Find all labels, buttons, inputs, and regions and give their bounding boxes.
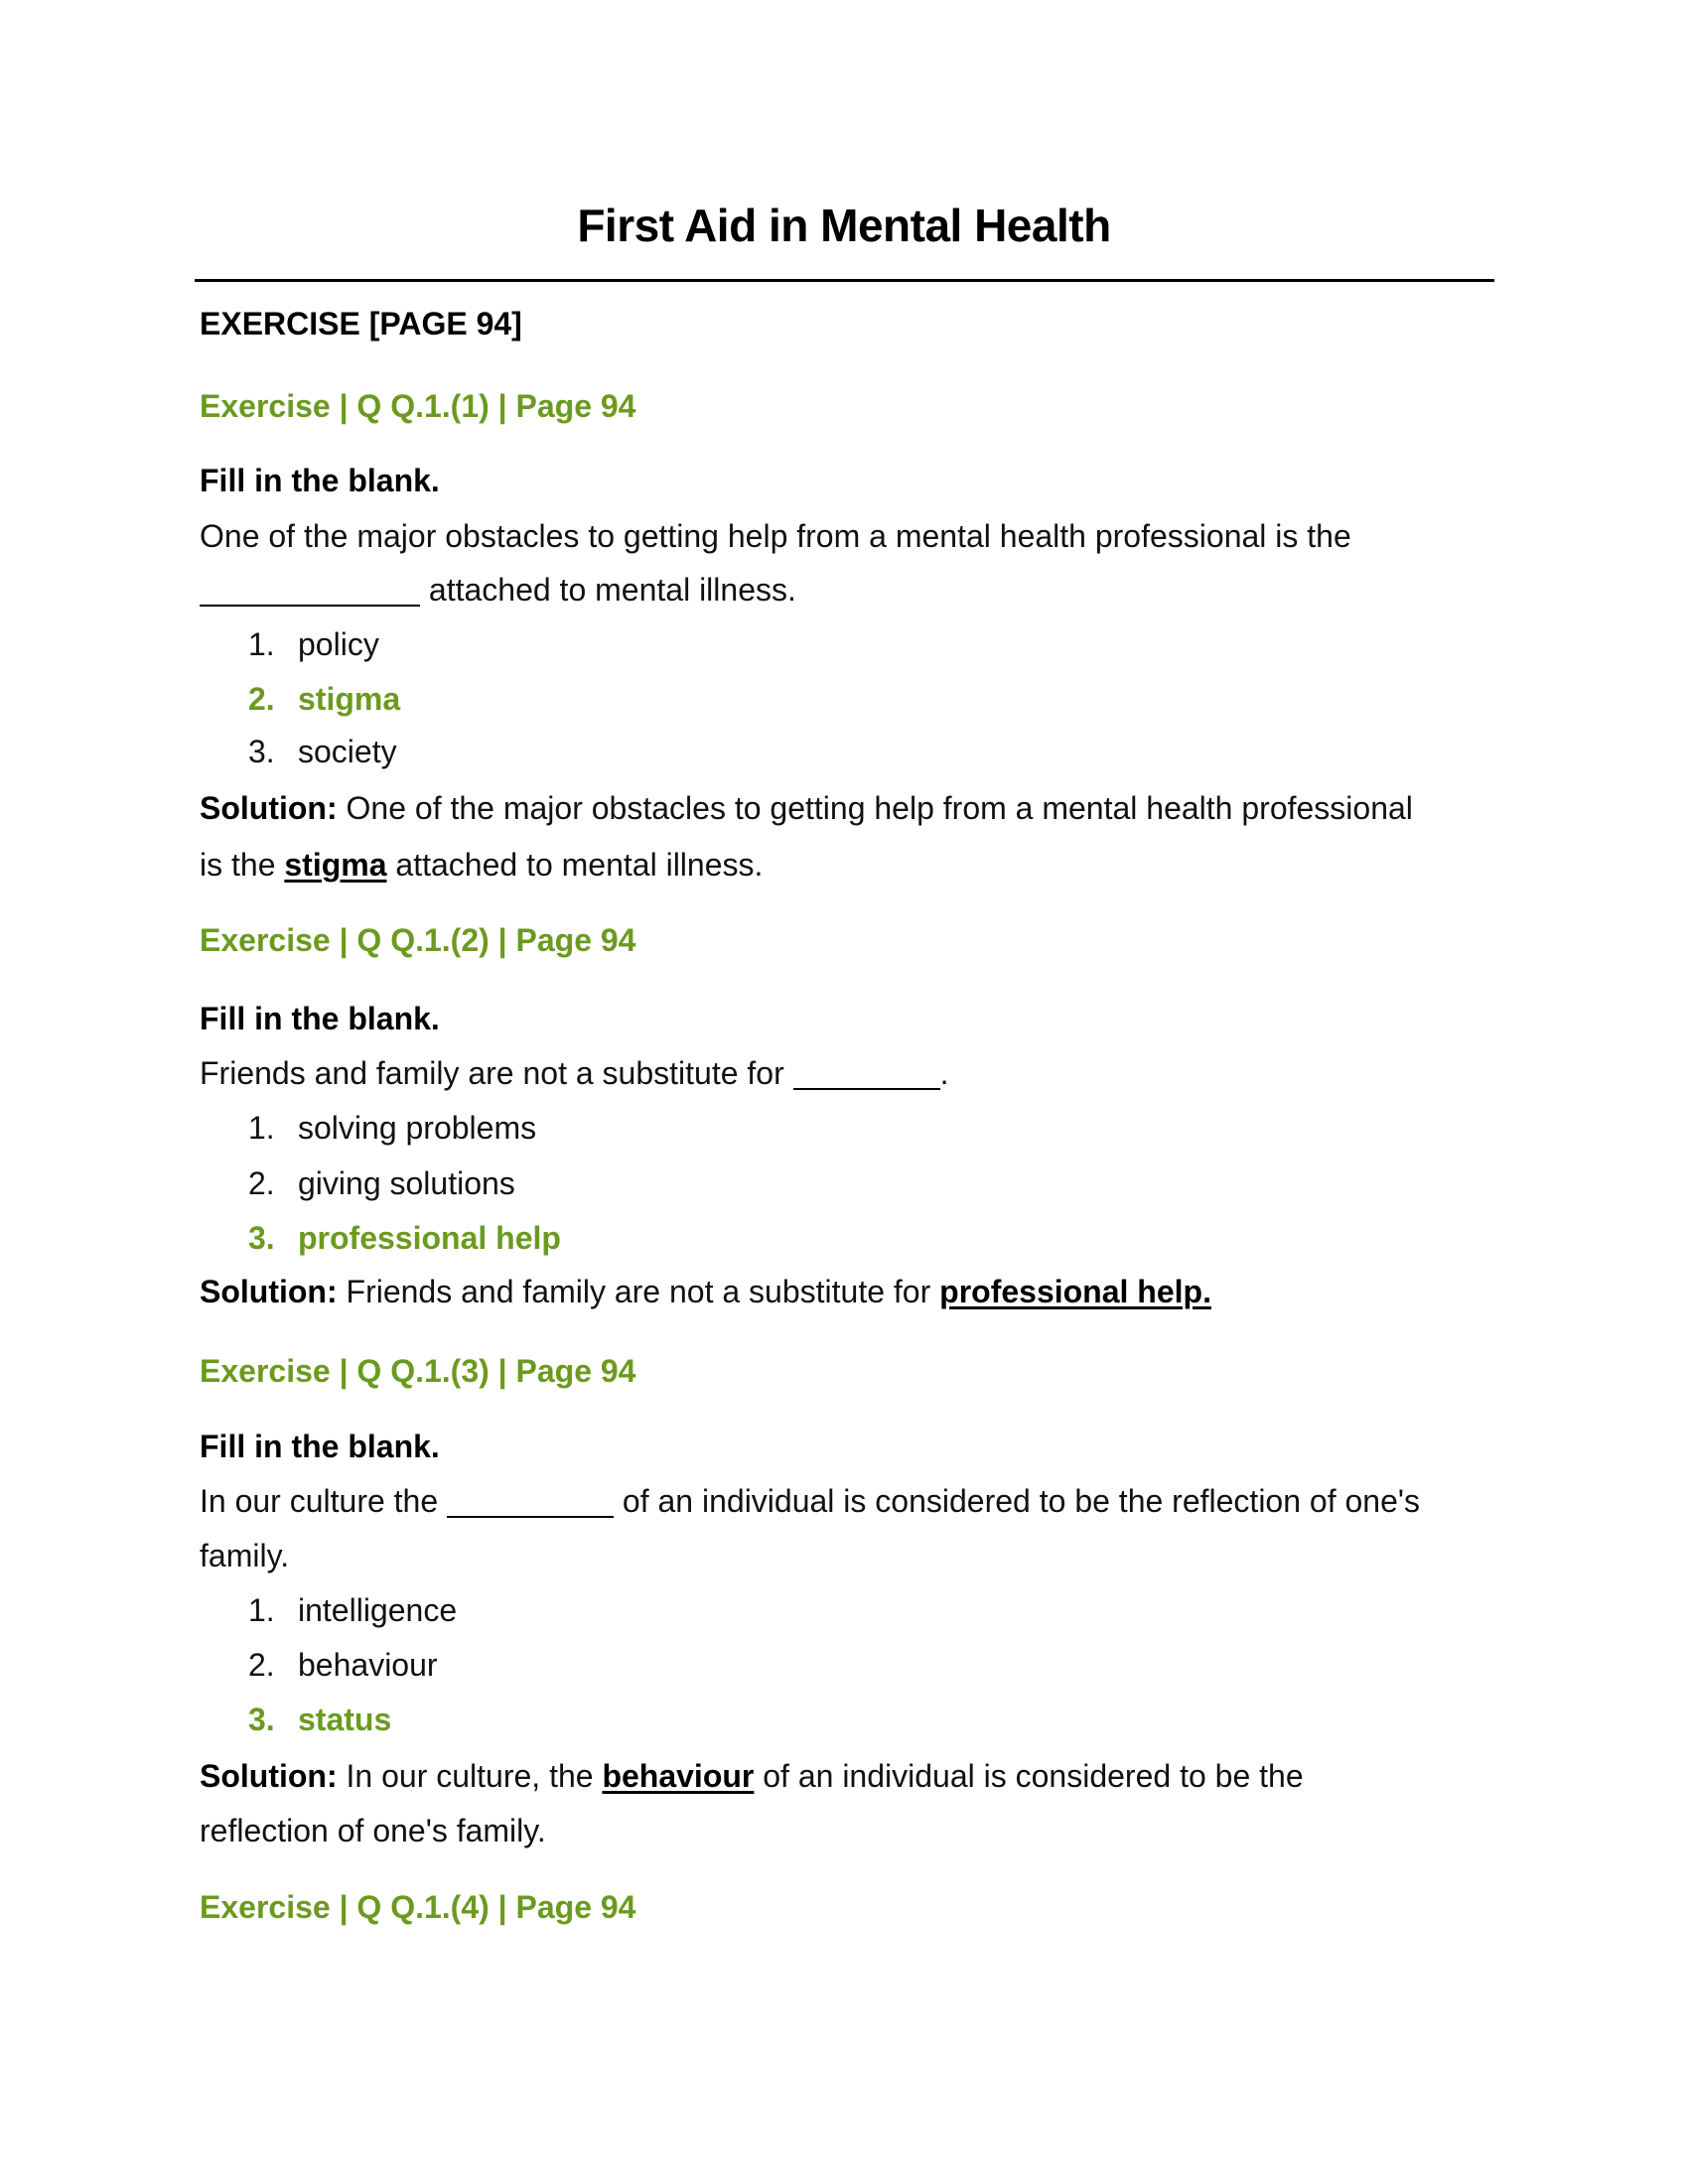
option-item [248,1592,457,1628]
option-number: 2. [248,681,275,717]
solution-label: Solution: [200,1758,338,1794]
solution-label: Solution: [200,790,338,826]
option-text: intelligence [298,1592,458,1628]
solution-line2 [200,847,763,883]
title-divider [195,279,1494,282]
option-number: 1. [248,1592,275,1628]
solution-text: One of the major obstacles to getting help from a mental health professional [346,790,1413,826]
option-text: giving solutions [298,1165,515,1201]
answer-blank [447,1488,614,1518]
solution-text: attached to mental illness. [395,847,764,883]
option-item [248,1165,515,1201]
question-heading[interactable]: Exercise | Q Q.1.(1) | Page 94 [200,388,636,424]
question-prompt-line2: family. [200,1538,290,1573]
option-item [248,626,379,662]
option-text: policy [298,626,379,662]
section-heading: EXERCISE [PAGE 94] [200,306,522,341]
option-number: 3. [248,1220,275,1256]
question-heading[interactable]: Exercise | Q Q.1.(4) | Page 94 [200,1889,636,1925]
answer-blank [200,577,420,607]
question-prompt: One of the major obstacles to getting help from a mental health professional is the [200,518,1351,554]
option-number: 2. [248,1165,275,1201]
solution-text: Friends and family are not a substitute for [346,1274,931,1309]
solution-line2: reflection of one's family. [200,1813,546,1848]
question-prompt [200,1055,949,1091]
solution [200,790,1413,826]
solution-text: of an individual is considered to be the [763,1758,1304,1794]
solution-text: is the [200,847,276,883]
question-instruction: Fill in the blank. [200,1429,440,1464]
solution-answer: behaviour [602,1758,755,1794]
option-item [248,734,397,769]
option-text: behaviour [298,1647,438,1683]
prompt-text: Friends and family are not a substitute for [200,1055,784,1091]
option-text: solving problems [298,1110,537,1146]
option-item-correct [248,681,400,717]
option-number: 3. [248,734,275,769]
option-number: 2. [248,1647,275,1683]
option-text: status [298,1702,392,1737]
option-text: professional help [298,1220,561,1256]
prompt-text: In our culture the [200,1483,439,1519]
question-prompt-line2 [200,572,796,608]
option-text: stigma [298,681,401,717]
solution [200,1758,1304,1794]
solution-answer: stigma [284,847,387,883]
prompt-text: attached to mental illness. [428,572,796,608]
option-item-correct [248,1220,561,1256]
question-instruction: Fill in the blank. [200,463,440,498]
question-heading[interactable]: Exercise | Q Q.1.(2) | Page 94 [200,922,636,958]
solution-label: Solution: [200,1274,338,1309]
prompt-text: . [939,1055,949,1091]
option-number: 1. [248,626,275,662]
option-text: society [298,734,397,769]
page-title: First Aid in Mental Health [577,200,1111,251]
solution-answer: professional help. [939,1274,1211,1309]
option-item-correct [248,1702,391,1737]
solution [200,1274,1211,1309]
option-item [248,1110,536,1146]
question-heading[interactable]: Exercise | Q Q.1.(3) | Page 94 [200,1353,636,1389]
question-instruction: Fill in the blank. [200,1001,440,1036]
prompt-text: of an individual is considered to be the reflection of one's [622,1483,1420,1519]
question-prompt [200,1483,1420,1519]
answer-blank [793,1060,940,1090]
solution-text: In our culture, the [346,1758,594,1794]
option-item [248,1647,438,1683]
option-number: 3. [248,1702,275,1737]
option-number: 1. [248,1110,275,1146]
